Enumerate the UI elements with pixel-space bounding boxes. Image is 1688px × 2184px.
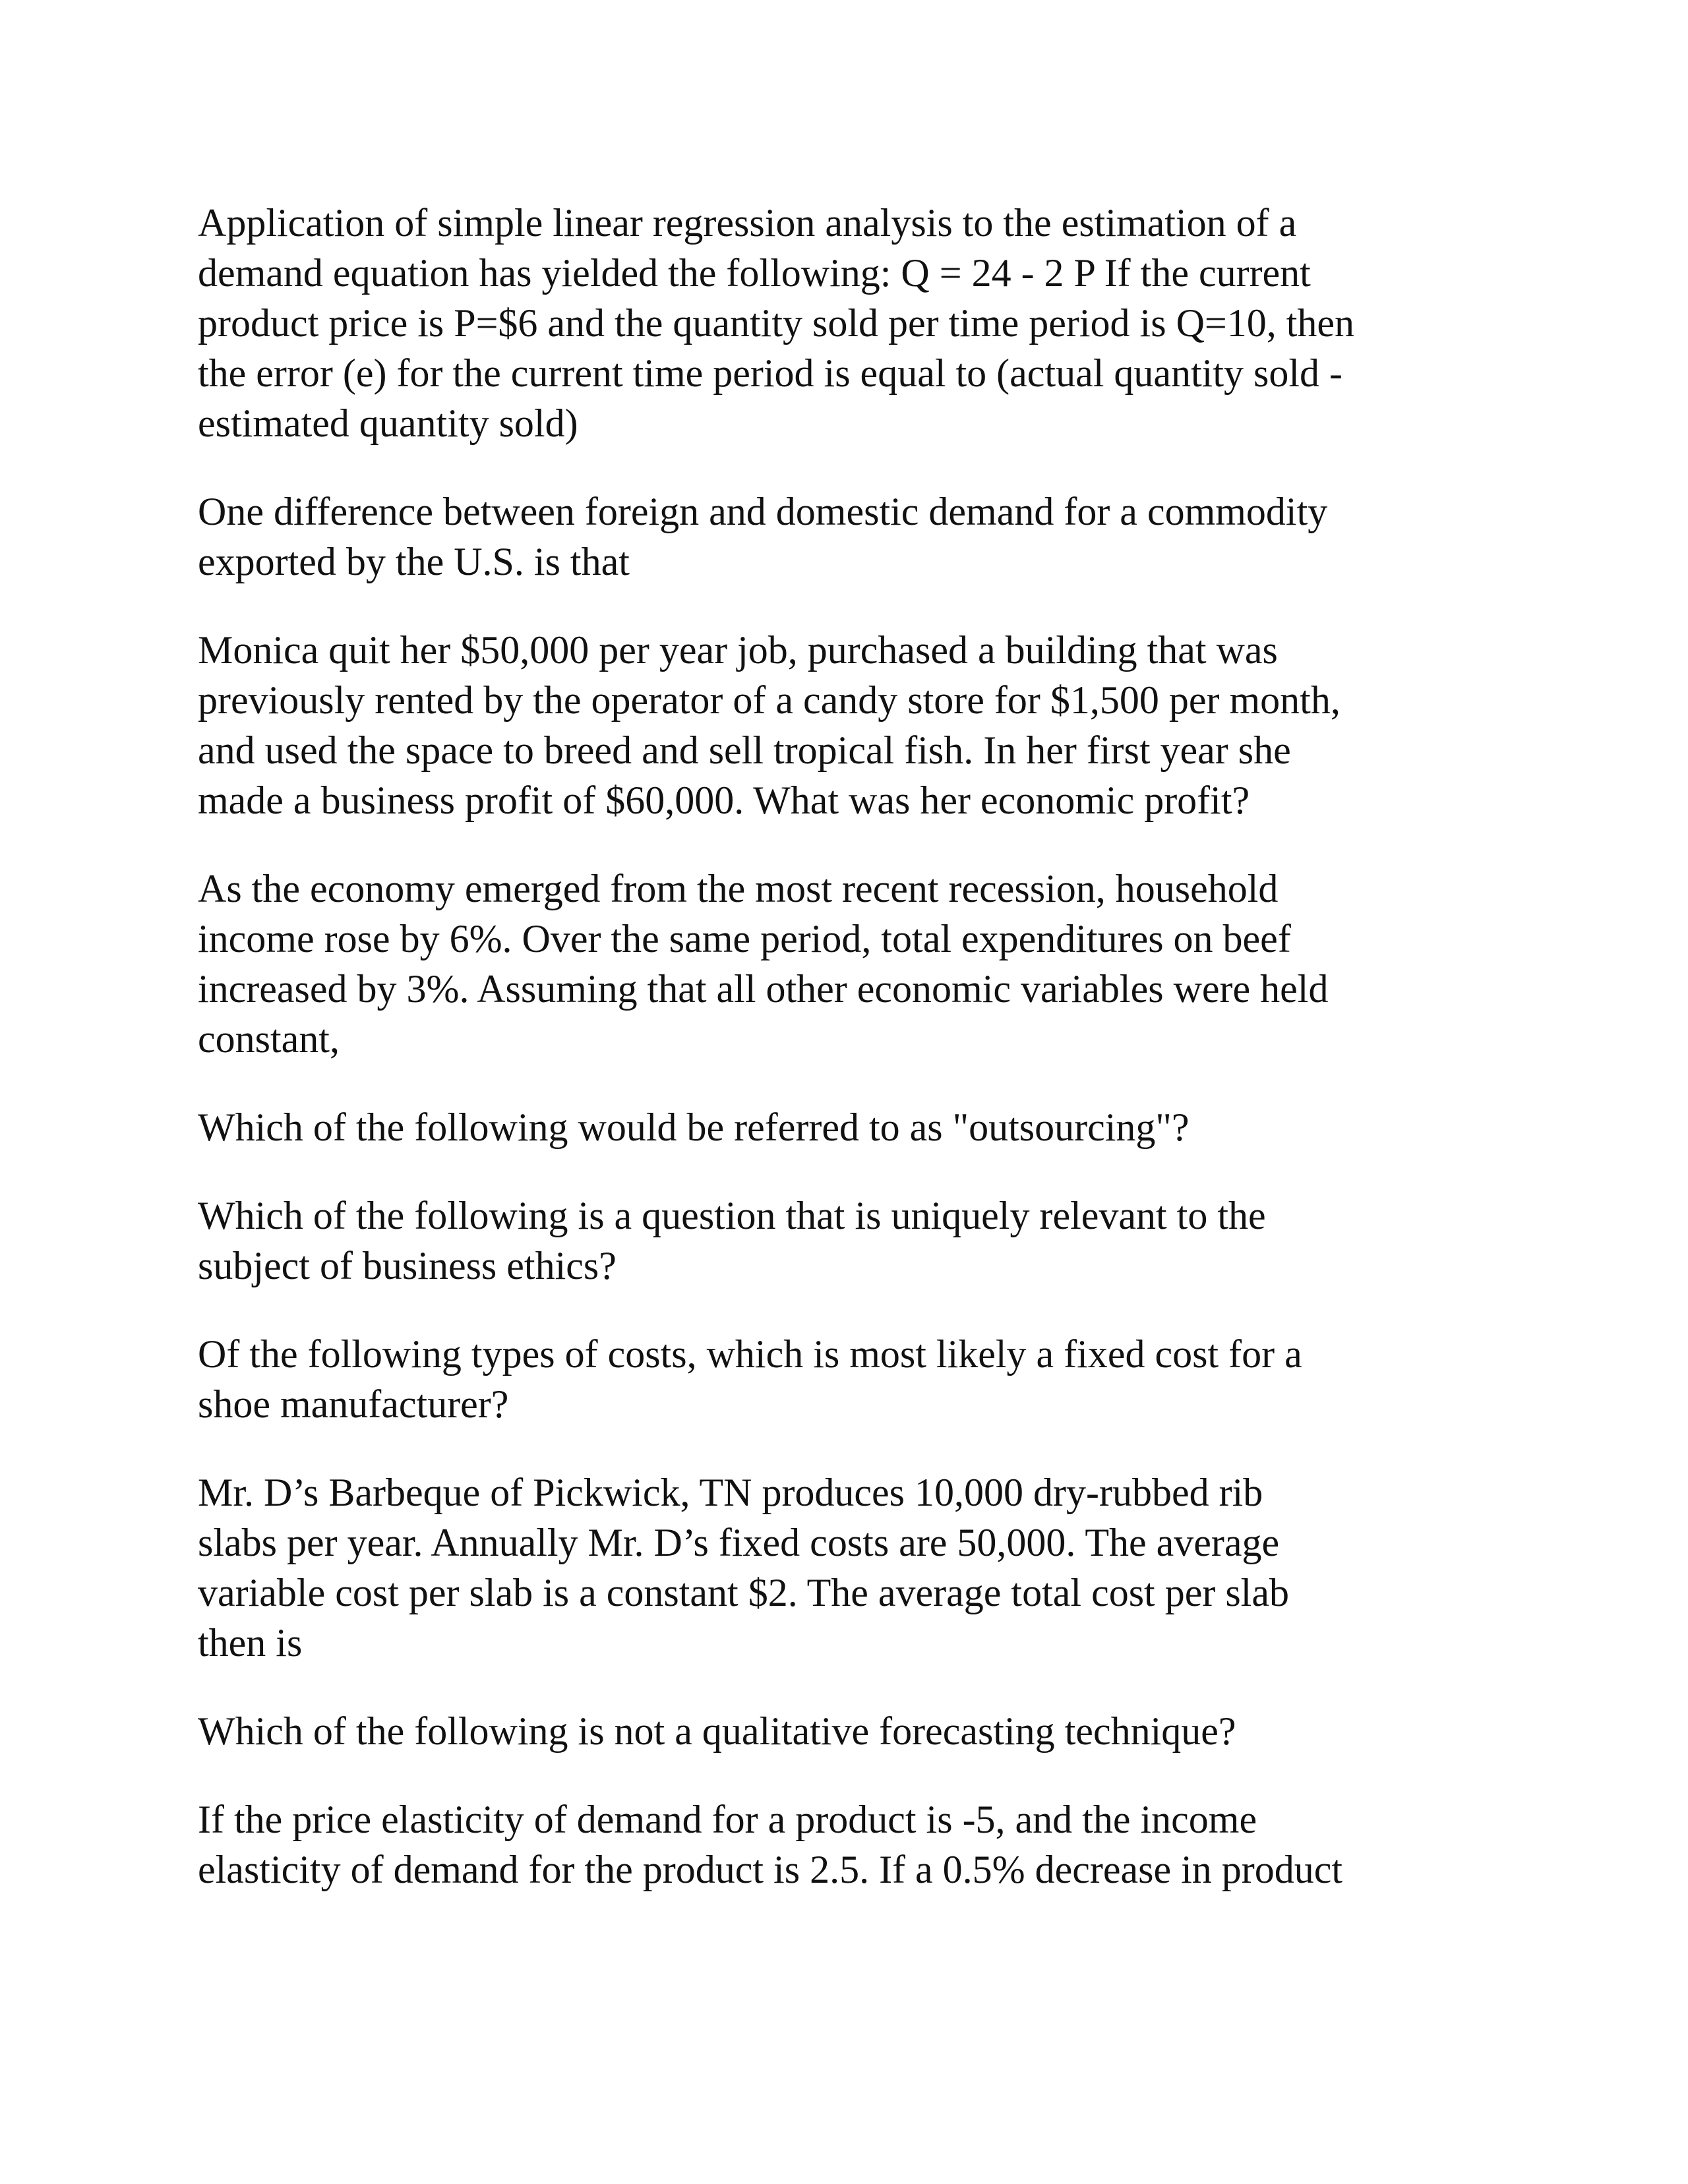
text-line: exported by the U.S. is that	[198, 540, 630, 583]
text-line: demand equation has yielded the following: Q = 24 - 2 P If the current	[198, 251, 1311, 295]
text-line: Mr. D’s Barbeque of Pickwick, TN produces 10,000 dry-rubbed rib	[198, 1471, 1263, 1514]
text-line: subject of business ethics?	[198, 1244, 617, 1287]
text-line: estimated quantity sold)	[198, 401, 578, 445]
text-line: If the price elasticity of demand for a product is -5, and the income	[198, 1798, 1257, 1841]
paragraph-business-ethics-question	[198, 1191, 1503, 1291]
text-line: the error (e) for the current time period is equal to (actual quantity sold -	[198, 351, 1343, 395]
text-line: previously rented by the operator of a candy store for $1,500 per month,	[198, 678, 1341, 722]
paragraph-forecasting-question	[198, 1706, 1503, 1756]
text-line: Which of the following is not a qualitative forecasting technique?	[198, 1709, 1236, 1753]
text-line: Of the following types of costs, which is most likely a fixed cost for a	[198, 1332, 1302, 1376]
paragraph-price-elasticity-question	[198, 1794, 1503, 1895]
paragraph-income-elasticity-question	[198, 864, 1503, 1064]
text-line: shoe manufacturer?	[198, 1382, 509, 1426]
text-line: and used the space to breed and sell tropical fish. In her first year she	[198, 728, 1291, 772]
text-line: Application of simple linear regression analysis to the estimation of a	[198, 201, 1297, 245]
paragraph-regression-question	[198, 198, 1503, 448]
paragraph-fixed-cost-question	[198, 1329, 1503, 1429]
text-line: made a business profit of $60,000. What was her economic profit?	[198, 779, 1250, 822]
text-line: product price is P=$6 and the quantity sold per time period is Q=10, then	[198, 301, 1355, 345]
paragraph-economic-profit-question	[198, 625, 1503, 825]
document-body	[198, 198, 1503, 1933]
text-line: increased by 3%. Assuming that all other economic variables were held	[198, 967, 1329, 1011]
text-line: slabs per year. Annually Mr. D’s fixed costs are 50,000. The average	[198, 1521, 1280, 1564]
text-line: elasticity of demand for the product is 2.5. If a 0.5% decrease in product	[198, 1848, 1343, 1891]
text-line: As the economy emerged from the most recent recession, household	[198, 867, 1279, 910]
paragraph-average-total-cost-question	[198, 1467, 1503, 1668]
text-line: constant,	[198, 1017, 340, 1061]
paragraph-foreign-demand-question	[198, 487, 1503, 587]
text-line: income rose by 6%. Over the same period, total expenditures on beef	[198, 917, 1291, 960]
text-line: Monica quit her $50,000 per year job, purchased a building that was	[198, 628, 1278, 672]
text-line: Which of the following is a question that is uniquely relevant to the	[198, 1194, 1266, 1237]
text-line: Which of the following would be referred to as "outsourcing"?	[198, 1106, 1190, 1149]
text-line: variable cost per slab is a constant $2. The average total cost per slab	[198, 1571, 1289, 1614]
text-line: One difference between foreign and domestic demand for a commodity	[198, 490, 1328, 533]
text-line: then is	[198, 1621, 303, 1665]
paragraph-outsourcing-question	[198, 1102, 1503, 1152]
